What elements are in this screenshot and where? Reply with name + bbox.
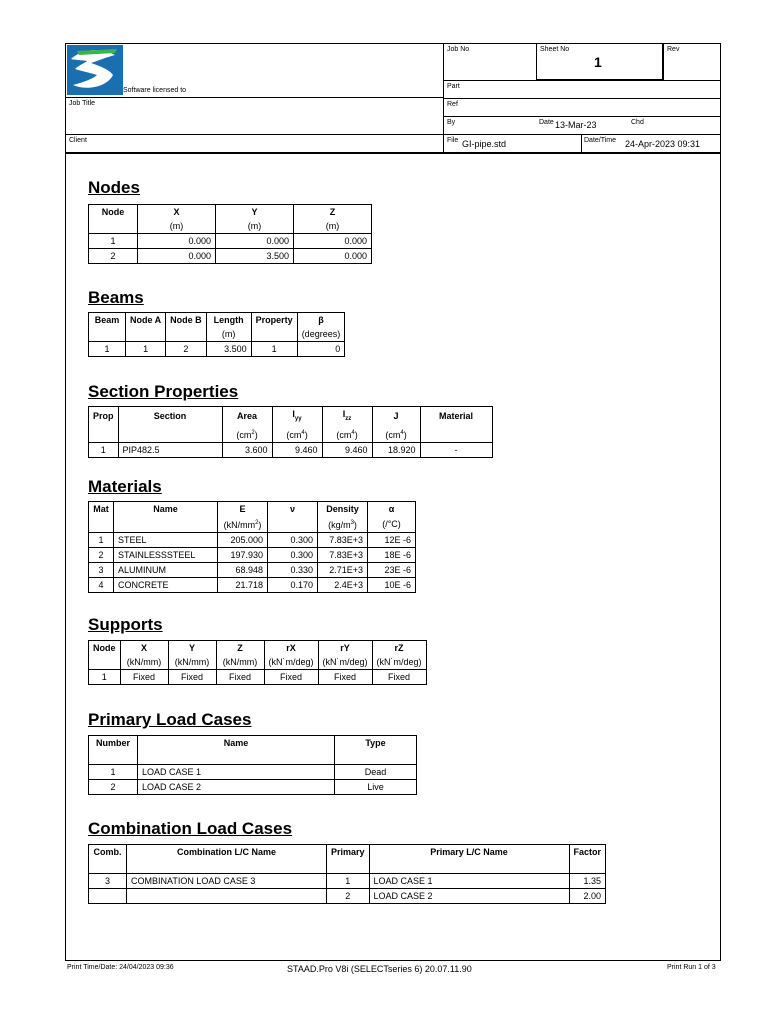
clc-header-name: Combination L/C Name — [127, 845, 327, 860]
combination-load-cases-table — [88, 844, 606, 904]
mat-unit — [114, 516, 218, 533]
table-row — [89, 563, 416, 578]
client-label: Client — [69, 137, 87, 144]
sup-header-rx: rX — [264, 641, 318, 656]
table-row — [89, 533, 416, 548]
table-cell: 1 — [89, 670, 121, 685]
plc-unit — [89, 750, 138, 765]
table-cell: Fixed — [318, 670, 372, 685]
nodes-header-node: Node — [89, 205, 138, 220]
sup-unit: (kN/mm) — [216, 655, 264, 670]
bentley-logo-icon — [67, 45, 123, 95]
header-bottom-border — [65, 152, 721, 154]
table-cell: 18E -6 — [368, 548, 416, 563]
mat-header-e: E — [218, 502, 268, 517]
plc-header-type: Type — [335, 736, 417, 751]
table-cell: STEEL — [114, 533, 218, 548]
sp-unit-iyy-sup: 4 — [301, 429, 305, 436]
sp-unit-close: ) — [403, 429, 407, 440]
table-cell: 2 — [89, 249, 138, 264]
sup-unit: (kN˙m/deg) — [318, 655, 372, 670]
table-cell: 9.460 — [322, 442, 372, 457]
sp-unit-j-text: (cm — [385, 429, 401, 440]
part-label: Part — [447, 83, 460, 90]
beams-table — [88, 312, 345, 357]
footer-program: STAAD.Pro V8i (SELECTseries 6) 20.07.11.90 — [287, 964, 472, 974]
beams-header-node-b: Node B — [166, 313, 207, 328]
materials-table — [88, 501, 416, 593]
table-cell: 2 — [89, 780, 138, 795]
table-cell: 21.718 — [218, 578, 268, 593]
table-cell: 3.600 — [222, 442, 272, 457]
clc-header-factor: Factor — [569, 845, 606, 860]
file-value: GI-pipe.std — [462, 139, 507, 149]
datetime-value: 24-Apr-2023 09:31 — [625, 139, 701, 149]
sheet-no-label: Sheet No — [540, 46, 570, 53]
table-cell: 3.500 — [216, 249, 294, 264]
footer-print-time: Print Time/Date: 24/04/2023 09:36 — [67, 964, 174, 971]
clc-unit — [327, 859, 370, 874]
table-cell: 197.930 — [218, 548, 268, 563]
table-cell: 1.35 — [569, 874, 606, 889]
nodes-header-x: X — [138, 205, 216, 220]
table-row — [89, 670, 427, 685]
table-cell: 2.4E+3 — [318, 578, 368, 593]
sp-header-izz-sub: zz — [345, 415, 352, 422]
clc-unit — [89, 859, 127, 874]
sp-unit-izz-sup: 4 — [351, 429, 355, 436]
sp-unit-iyy-text: (cm — [286, 429, 302, 440]
clc-unit — [569, 859, 606, 874]
sp-unit-j-sup: 4 — [400, 429, 404, 436]
clc-unit — [369, 859, 569, 874]
sup-header-ry: rY — [318, 641, 372, 656]
beams-unit — [166, 327, 207, 342]
mat-unit-e-sup: 2 — [255, 520, 259, 526]
table-cell: PIP482.5 — [118, 442, 222, 457]
table-cell: 1 — [89, 765, 138, 780]
table-cell: 1 — [327, 874, 370, 889]
sp-unit-izz — [322, 426, 372, 443]
sp-unit-close: ) — [254, 429, 258, 440]
datetime-label: Date/Time — [584, 137, 617, 144]
sp-unit — [89, 426, 119, 443]
table-cell: 18.920 — [372, 442, 420, 457]
by-label: By — [447, 119, 456, 126]
sup-unit: (kN˙m/deg) — [372, 655, 426, 670]
mat-unit-close: ) — [353, 520, 357, 530]
table-row — [89, 548, 416, 563]
beams-unit-length: (m) — [206, 327, 251, 342]
clc-unit — [127, 859, 327, 874]
sup-unit: (kN/mm) — [120, 655, 168, 670]
materials-heading: Materials — [88, 477, 162, 496]
table-cell: 0.300 — [268, 548, 318, 563]
table-row — [89, 889, 606, 904]
file-label: File — [447, 137, 459, 144]
supports-heading: Supports — [88, 615, 163, 634]
table-cell: 9.460 — [272, 442, 322, 457]
nodes-table — [88, 204, 372, 264]
table-row — [89, 234, 372, 249]
ref-label: Ref — [447, 101, 458, 108]
sup-header-rz: rZ — [372, 641, 426, 656]
table-cell: 7.83E+3 — [318, 548, 368, 563]
sup-unit: (kN/mm) — [168, 655, 216, 670]
beams-header-beam: Beam — [89, 313, 126, 328]
header-divider-title — [65, 97, 443, 98]
sup-header-x: X — [120, 641, 168, 656]
table-cell: LOAD CASE 1 — [138, 765, 335, 780]
beams-header-beta: β — [297, 313, 345, 328]
beams-unit — [89, 327, 126, 342]
sp-unit — [420, 426, 492, 443]
sup-unit — [89, 655, 121, 670]
primary-load-cases-heading: Primary Load Cases — [88, 710, 252, 729]
chd-label: Chd — [631, 119, 644, 126]
table-cell: 10E -6 — [368, 578, 416, 593]
header-divider-client — [65, 134, 443, 135]
sp-unit-j — [372, 426, 420, 443]
table-cell: 0 — [297, 342, 345, 357]
table-cell: 1 — [89, 442, 119, 457]
sp-header-iyy-text: I — [292, 409, 295, 419]
beams-header-property: Property — [251, 313, 297, 328]
table-row — [89, 874, 606, 889]
sp-header-material: Material — [420, 407, 492, 426]
table-cell: CONCRETE — [114, 578, 218, 593]
nodes-unit-x: (m) — [138, 219, 216, 234]
header-divider-by — [443, 116, 721, 117]
mat-header-nu: ν — [268, 502, 318, 517]
table-cell: 2 — [166, 342, 207, 357]
section-properties-heading: Section Properties — [88, 382, 239, 401]
header-divider-rev — [663, 43, 664, 80]
mat-unit-e — [218, 516, 268, 533]
sp-header-prop: Prop — [89, 407, 119, 426]
table-cell: 1 — [89, 234, 138, 249]
nodes-header-z: Z — [294, 205, 372, 220]
table-cell: ALUMINUM — [114, 563, 218, 578]
nodes-unit-node — [89, 219, 138, 234]
sp-unit-iyy — [272, 426, 322, 443]
table-cell: 2.00 — [569, 889, 606, 904]
header-divider-part — [443, 80, 721, 81]
beams-heading: Beams — [88, 288, 144, 307]
sp-header-iyy — [272, 407, 322, 426]
table-cell: 23E -6 — [368, 563, 416, 578]
table-row — [89, 780, 417, 795]
table-cell: LOAD CASE 1 — [369, 874, 569, 889]
table-row — [89, 765, 417, 780]
table-cell — [127, 889, 327, 904]
table-cell: Fixed — [216, 670, 264, 685]
table-cell: 7.83E+3 — [318, 533, 368, 548]
header-divider-datetime — [581, 134, 582, 152]
footer-print-run: Print Run 1 of 3 — [667, 964, 716, 971]
mat-unit-alpha: (/°C) — [368, 516, 416, 533]
table-cell: 0.330 — [268, 563, 318, 578]
table-cell: 12E -6 — [368, 533, 416, 548]
table-cell: Dead — [335, 765, 417, 780]
nodes-unit-z: (m) — [294, 219, 372, 234]
table-cell: Fixed — [168, 670, 216, 685]
table-cell: 0.300 — [268, 533, 318, 548]
mat-unit-close: ) — [258, 520, 262, 530]
supports-table — [88, 640, 427, 685]
sp-unit-izz-text: (cm — [336, 429, 352, 440]
primary-load-cases-table — [88, 735, 417, 795]
plc-unit — [335, 750, 417, 765]
plc-header-number: Number — [89, 736, 138, 751]
table-cell: 205.000 — [218, 533, 268, 548]
sp-unit-area — [222, 426, 272, 443]
table-cell: 2 — [327, 889, 370, 904]
table-cell: 1 — [89, 533, 114, 548]
sp-header-izz-text: I — [342, 409, 346, 419]
mat-header-name: Name — [114, 502, 218, 517]
table-cell: 3.500 — [206, 342, 251, 357]
table-cell: Fixed — [120, 670, 168, 685]
plc-header-name: Name — [138, 736, 335, 751]
sp-header-area: Area — [222, 407, 272, 426]
table-cell: Fixed — [372, 670, 426, 685]
sp-unit — [118, 426, 222, 443]
sup-header-z: Z — [216, 641, 264, 656]
sup-header-y: Y — [168, 641, 216, 656]
table-cell: STAINLESSSTEEL — [114, 548, 218, 563]
sp-unit-area-sup: 2 — [251, 429, 255, 436]
table-cell: 0.000 — [216, 234, 294, 249]
table-row — [89, 342, 345, 357]
sp-header-section: Section — [118, 407, 222, 426]
mat-header-density: Density — [318, 502, 368, 517]
beams-unit-beta: (degrees) — [297, 327, 345, 342]
beams-header-node-a: Node A — [126, 313, 166, 328]
table-cell: 0.000 — [294, 234, 372, 249]
rev-label: Rev — [667, 46, 680, 53]
clc-header-comb: Comb. — [89, 845, 127, 860]
header-divider-ref — [443, 98, 721, 99]
sp-unit-close: ) — [304, 429, 308, 440]
mat-header-alpha: α — [368, 502, 416, 517]
table-cell: 0.000 — [294, 249, 372, 264]
table-cell: 2 — [89, 548, 114, 563]
license-text: Software licensed to — [123, 87, 187, 94]
mat-unit-density — [318, 516, 368, 533]
clc-header-primary-name: Primary L/C Name — [369, 845, 569, 860]
mat-unit-density-sup: 3 — [350, 520, 354, 526]
table-cell: Fixed — [264, 670, 318, 685]
sup-header-node: Node — [89, 641, 121, 656]
beams-unit — [251, 327, 297, 342]
table-cell: Live — [335, 780, 417, 795]
sup-unit: (kN˙m/deg) — [264, 655, 318, 670]
combination-load-cases-heading: Combination Load Cases — [88, 819, 293, 838]
plc-unit — [138, 750, 335, 765]
sp-header-j: J — [372, 407, 420, 426]
table-cell: 68.948 — [218, 563, 268, 578]
nodes-header-y: Y — [216, 205, 294, 220]
nodes-unit-y: (m) — [216, 219, 294, 234]
table-cell: 4 — [89, 578, 114, 593]
date-value: 13-Mar-23 — [555, 120, 597, 130]
clc-header-primary: Primary — [327, 845, 370, 860]
table-cell: 3 — [89, 874, 127, 889]
table-cell: 1 — [251, 342, 297, 357]
mat-unit-density-text: (kg/m — [328, 520, 351, 530]
table-cell: LOAD CASE 2 — [138, 780, 335, 795]
table-cell: 3 — [89, 563, 114, 578]
table-cell — [89, 889, 127, 904]
mat-unit — [89, 516, 114, 533]
beams-unit — [126, 327, 166, 342]
table-cell: - — [420, 442, 492, 457]
date-label: Date — [539, 119, 554, 126]
nodes-heading: Nodes — [88, 178, 140, 197]
section-properties-table — [88, 406, 493, 458]
table-cell: 1 — [89, 342, 126, 357]
beams-header-length: Length — [206, 313, 251, 328]
table-cell: COMBINATION LOAD CASE 3 — [127, 874, 327, 889]
table-cell: 2.71E+3 — [318, 563, 368, 578]
table-cell: LOAD CASE 2 — [369, 889, 569, 904]
mat-header-mat: Mat — [89, 502, 114, 517]
mat-unit-e-text: (kN/mm — [223, 520, 256, 530]
sp-unit-close: ) — [354, 429, 358, 440]
table-cell: 0.000 — [138, 249, 216, 264]
mat-unit — [268, 516, 318, 533]
table-cell: 0.170 — [268, 578, 318, 593]
sheet-no-value: 1 — [594, 54, 602, 70]
table-row — [89, 249, 372, 264]
sp-header-iyy-sub: yy — [294, 415, 302, 422]
table-row — [89, 442, 493, 457]
job-no-label: Job No — [447, 46, 470, 53]
table-row — [89, 578, 416, 593]
sp-header-izz — [322, 407, 372, 426]
table-cell: 1 — [126, 342, 166, 357]
job-title-label: Job Title — [69, 100, 96, 107]
header-divider-file — [443, 134, 721, 135]
table-cell: 0.000 — [138, 234, 216, 249]
sp-unit-area-text: (cm — [236, 429, 252, 440]
